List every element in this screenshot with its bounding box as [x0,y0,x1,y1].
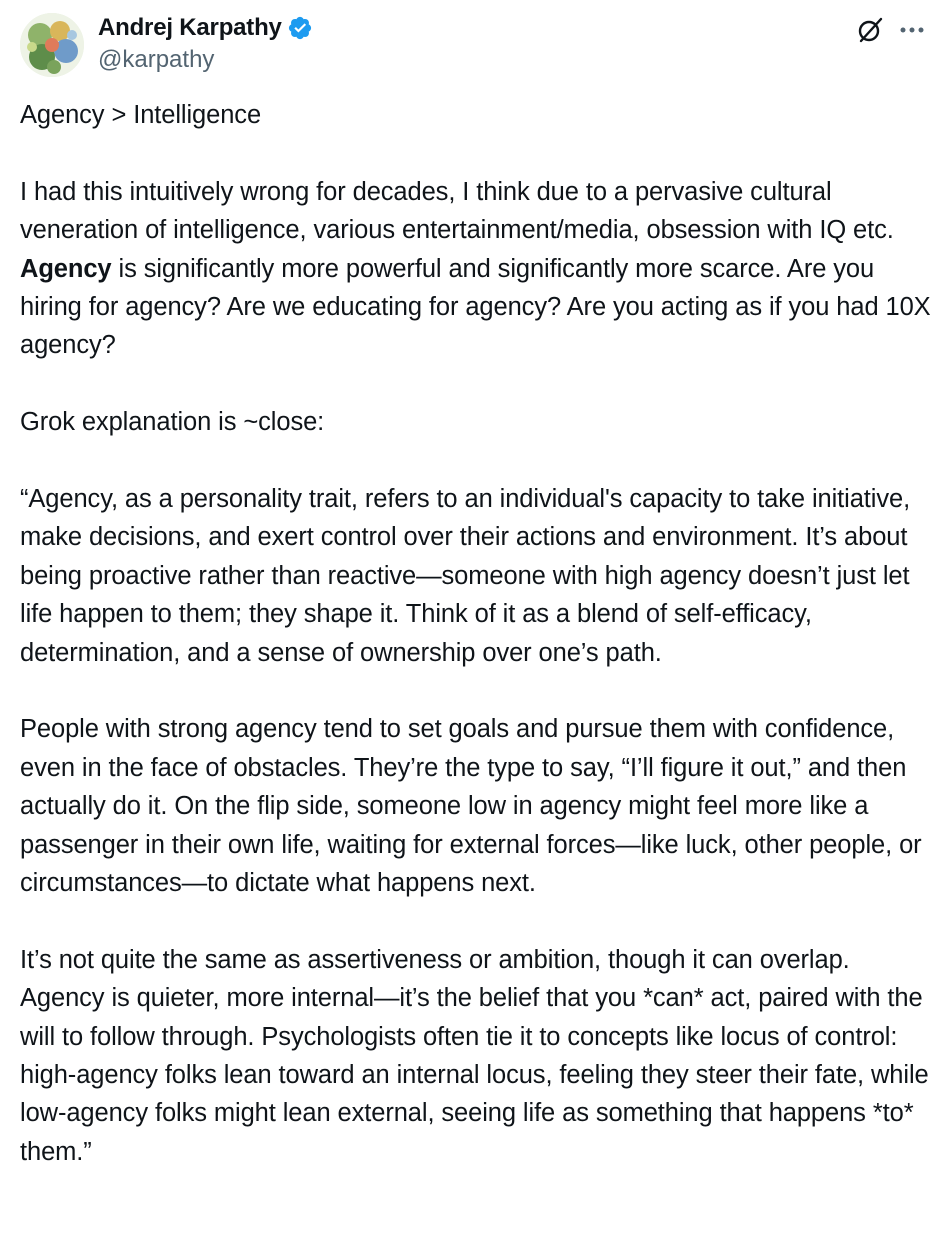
tweet-paragraph-1 [20,173,935,365]
tweet-title: Agency > Intelligence [20,101,262,129]
name-row [98,12,313,44]
more-horizontal-icon [899,26,925,34]
more-options-button[interactable] [896,14,928,46]
grok-button[interactable] [854,14,886,46]
avatar-image [20,13,84,77]
bold-agency-text: Agency [20,254,112,283]
grok-icon [856,16,884,44]
avatar[interactable] [20,13,84,77]
paragraph-1-text-end: is significantly more powerful and significantly more scarce. Are you hiring for agency? Are we educating for agency? Are you acting as if you had 10X agency? [20,254,931,360]
author-handle[interactable]: @karpathy [98,46,215,73]
tweet-paragraph-4: People with strong agency tend to set goals and pursue them with confidence, even in the face of obstacles. They’re the type to say, “I’ll figure it out,” and then actually do it. On the flip side, someone low in agency might feel more like a passenger in their own life, waiting for external forces—like luck, other people, or circumstances—to dictate what happens next. [20,715,922,898]
tweet-paragraph-2: Grok explanation is ~close: [20,408,325,437]
author-display-name[interactable]: Andrej Karpathy [98,14,282,41]
verified-badge-icon[interactable] [287,15,313,41]
tweet-header [0,0,942,90]
author-info [98,12,313,74]
tweet-paragraph-5: It’s not quite the same as assertiveness or ambition, though it can overlap. Agency is quieter, more internal—it’s the belief that you *can* act, paired with the will to follow through. Psychologists often tie it to concepts like locus of control: high-agency folks lean toward an internal locus, feeling they steer their fate, while low-agency folks might lean external, seeing life as something that happens *to* them.” [20,945,929,1166]
paragraph-1-text-start: I had this intuitively wrong for decades, I think due to a pervasive cultural veneration of intelligence, various entertainment/media, obsession with IQ etc. [20,177,894,245]
tweet-paragraph-3: “Agency, as a personality trait, refers to an individual's capacity to take initiative, make decisions, and exert control over their actions and environment. It’s about being proactive rather than reactive—someone with high agency doesn’t just let life happen to them; they shape it. Think of it as a blend of self-efficacy, determination, and a sense of ownership over one’s path. [20,485,911,667]
tweet-text [20,96,935,1210]
